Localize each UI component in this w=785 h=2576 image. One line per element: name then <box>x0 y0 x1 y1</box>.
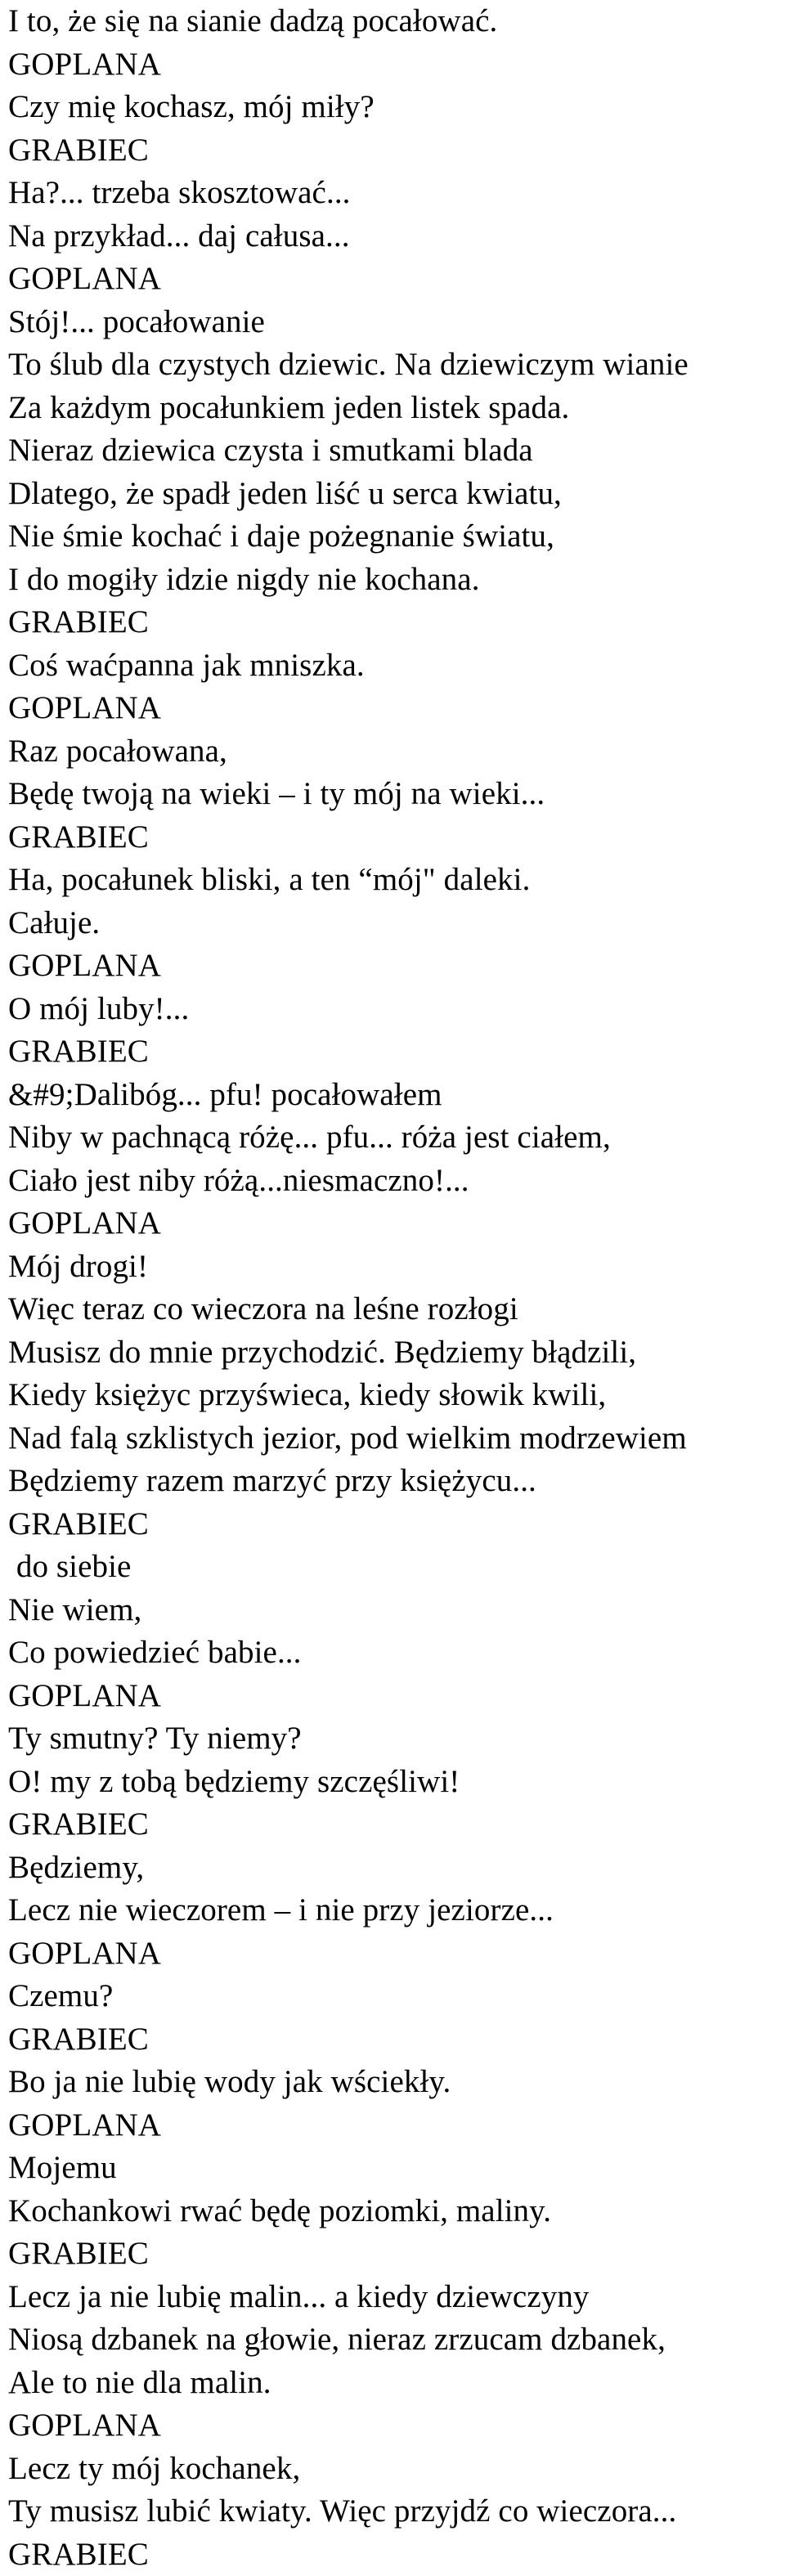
text-line: GRABIEC <box>8 601 785 644</box>
text-line: do siebie <box>8 1546 785 1589</box>
text-line: GRABIEC <box>8 1503 785 1546</box>
text-line: Czemu? <box>8 1975 785 2018</box>
text-line: Kiedy księżyc przyświeca, kiedy słowik kwili, <box>8 1374 785 1417</box>
text-line: Nie wiem, <box>8 1589 785 1632</box>
text-line: Całuje. <box>8 902 785 945</box>
text-line: Będę twoją na wieki – i ty mój na wieki... <box>8 773 785 816</box>
text-line: Więc teraz co wieczora na leśne rozłogi <box>8 1288 785 1331</box>
text-line: GOPLANA <box>8 1202 785 1245</box>
text-line: GOPLANA <box>8 2404 785 2448</box>
text-line: Nie śmie kochać i daje pożegnanie światu, <box>8 515 785 559</box>
text-line: I do mogiły idzie nigdy nie kochana. <box>8 559 785 602</box>
text-line: GRABIEC <box>8 816 785 859</box>
text-line: Ha?... trzeba skosztować... <box>8 172 785 215</box>
text-line: Nad falą szklistych jezior, pod wielkim modrzewiem <box>8 1417 785 1461</box>
text-line: GOPLANA <box>8 43 785 87</box>
text-line: Niby w pachnącą różę... pfu... róża jest ciałem, <box>8 1116 785 1160</box>
text-line: GOPLANA <box>8 945 785 988</box>
text-line: GRABIEC <box>8 129 785 173</box>
text-line: GRABIEC <box>8 2533 785 2576</box>
text-line: &#9;Dalibóg... pfu! pocałowałem <box>8 1074 785 1117</box>
text-line: Na przykład... daj całusa... <box>8 215 785 258</box>
text-line: GRABIEC <box>8 2233 785 2276</box>
text-line: GRABIEC <box>8 1803 785 1847</box>
text-line: Lecz ja nie lubię malin... a kiedy dziewczyny <box>8 2276 785 2319</box>
text-line: Bo ja nie lubię wody jak wściekły. <box>8 2061 785 2104</box>
text-line: Stój!... pocałowanie <box>8 301 785 344</box>
text-line: Nieraz dziewica czysta i smutkami blada <box>8 429 785 473</box>
text-line: Coś waćpanna jak mniszka. <box>8 644 785 688</box>
text-line: Ha, pocałunek bliski, a ten “mój" daleki. <box>8 859 785 902</box>
text-line: I to, że się na sianie dadzą pocałować. <box>8 0 785 43</box>
text-line: GOPLANA <box>8 687 785 730</box>
text-line: Lecz nie wieczorem – i nie przy jeziorze... <box>8 1889 785 1932</box>
text-line: To ślub dla czystych dziewic. Na dziewiczym wianie <box>8 343 785 387</box>
text-line: GOPLANA <box>8 2104 785 2147</box>
text-line: Co powiedzieć babie... <box>8 1631 785 1675</box>
text-line: Mój drogi! <box>8 1245 785 1289</box>
text-line: Będziemy, <box>8 1847 785 1890</box>
text-line: Kochankowi rwać będę poziomki, maliny. <box>8 2190 785 2233</box>
text-line: GOPLANA <box>8 258 785 301</box>
text-line: Raz pocałowana, <box>8 730 785 774</box>
text-line: Ty musisz lubić kwiaty. Więc przyjdź co wieczora... <box>8 2490 785 2533</box>
text-line: GRABIEC <box>8 1030 785 1074</box>
text-line: Za każdym pocałunkiem jeden listek spada. <box>8 387 785 430</box>
text-line: Musisz do mnie przychodzić. Będziemy błądzili, <box>8 1331 785 1375</box>
text-line: Lecz ty mój kochanek, <box>8 2448 785 2491</box>
text-line: Ciało jest niby różą...niesmaczno!... <box>8 1160 785 1203</box>
text-line: GRABIEC <box>8 2018 785 2062</box>
text-line: Ale to nie dla malin. <box>8 2362 785 2405</box>
text-line: GOPLANA <box>8 1675 785 1718</box>
text-line: Mojemu <box>8 2147 785 2190</box>
text-line: Niosą dzbanek na głowie, nieraz zrzucam dzbanek, <box>8 2318 785 2362</box>
text-line: Czy mię kochasz, mój miły? <box>8 86 785 129</box>
text-line: Ty smutny? Ty niemy? <box>8 1717 785 1761</box>
text-line: GOPLANA <box>8 1932 785 1976</box>
text-line: Dlatego, że spadł jeden liść u serca kwiatu, <box>8 473 785 516</box>
text-line: Będziemy razem marzyć przy księżycu... <box>8 1460 785 1503</box>
text-line: O! my z tobą będziemy szczęśliwi! <box>8 1761 785 1804</box>
text-line: O mój luby!... <box>8 988 785 1031</box>
